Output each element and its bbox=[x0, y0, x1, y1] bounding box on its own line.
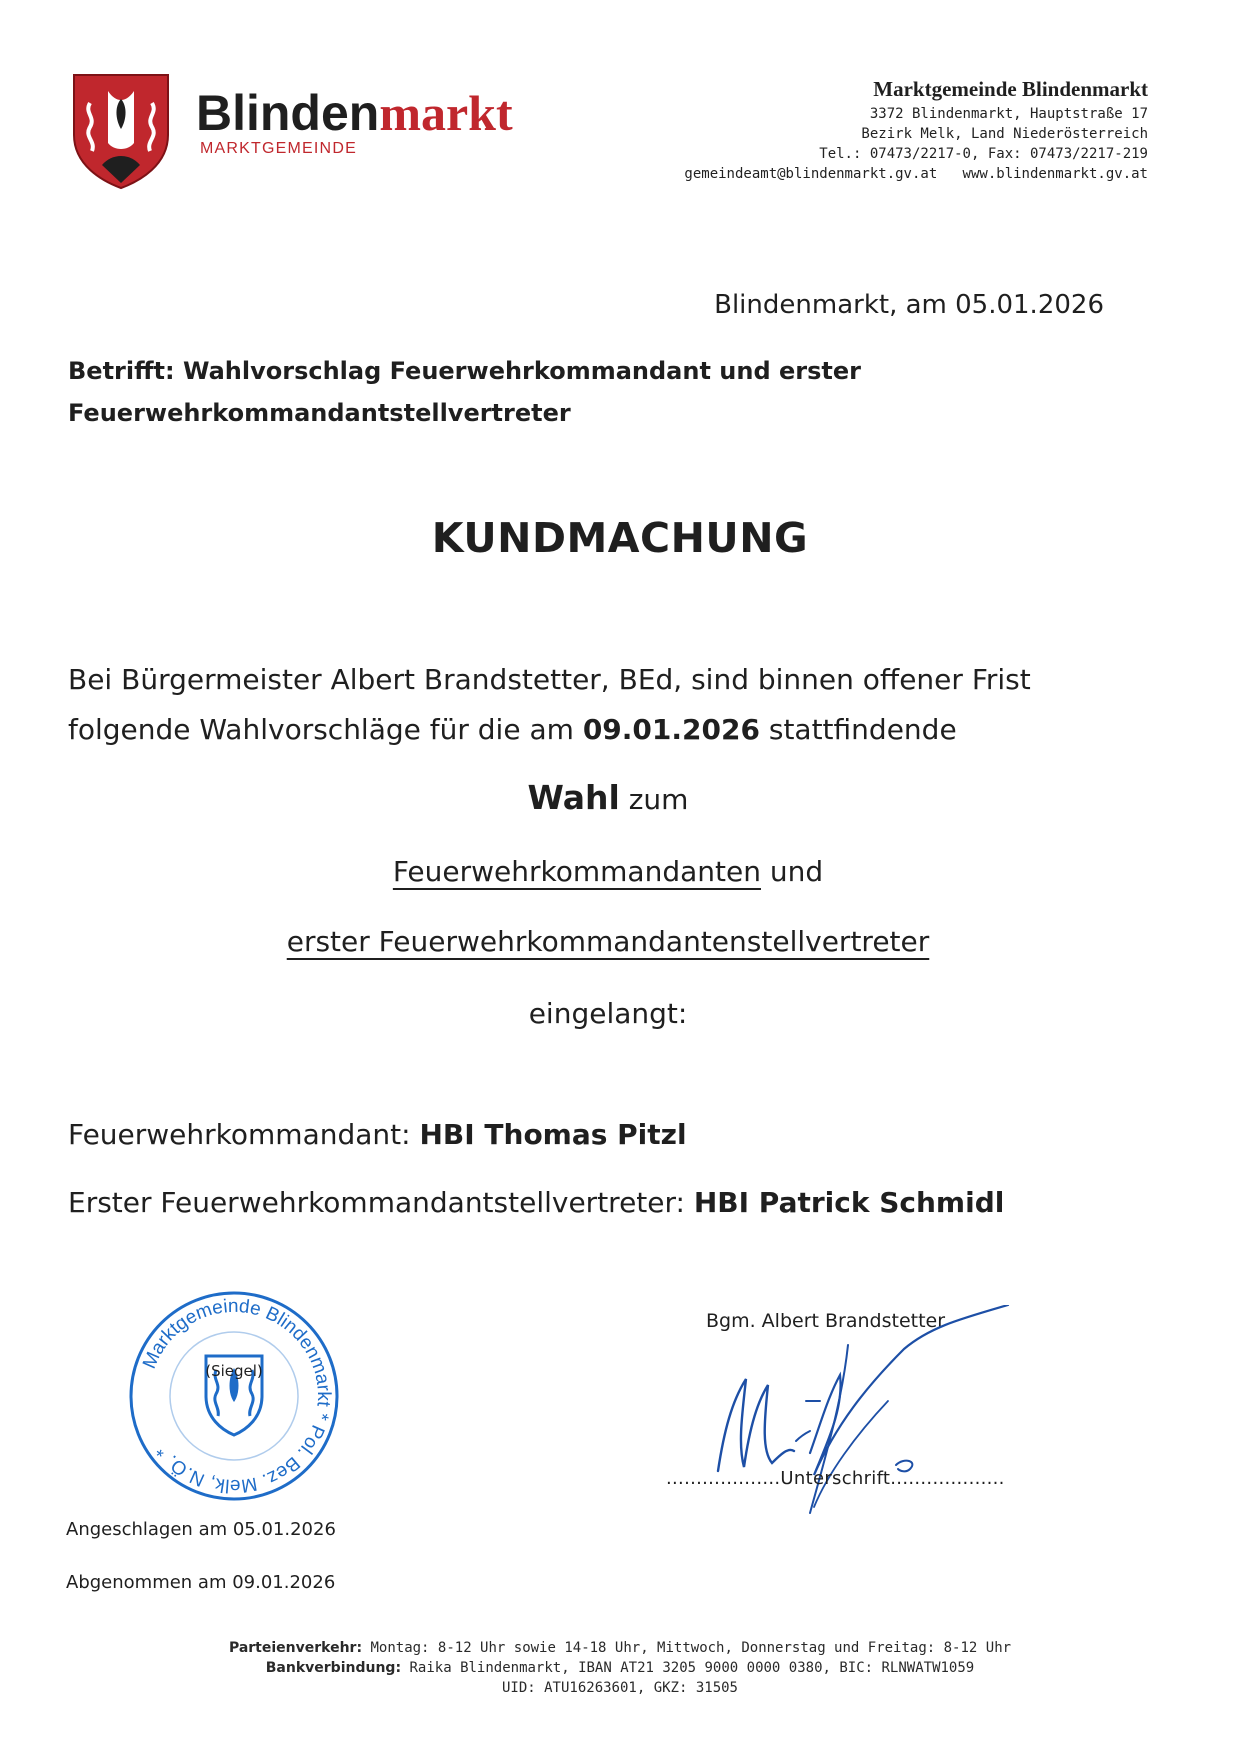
subject bbox=[68, 350, 1068, 434]
office-hours-text: Montag: 8-12 Uhr sowie 14-18 Uhr, Mittwoch, Donnerstag und Freitag: 8-12 Uhr bbox=[362, 1640, 1012, 1656]
removed-date: Abgenommen am 09.01.2026 bbox=[66, 1572, 336, 1593]
position-line-1 bbox=[0, 855, 1216, 888]
brand-main: Blinden bbox=[196, 85, 380, 141]
letter-date: Blindenmarkt, am 05.01.2026 bbox=[714, 290, 1104, 320]
brand-wordmark bbox=[196, 85, 513, 141]
candidate-commander bbox=[68, 1118, 687, 1151]
web-line: gemeindeamt@blindenmarkt.gv.at www.blindenmarkt.gv.at bbox=[684, 166, 1148, 182]
bank-text: Raika Blindenmarkt, IBAN AT21 3205 9000 0000 0380, BIC: RLNWATW1059 bbox=[401, 1660, 975, 1676]
subject-line: Feuerwehrkommandantstellvertreter bbox=[68, 399, 571, 427]
letterhead-address bbox=[684, 76, 1148, 184]
body-paragraph bbox=[68, 655, 1168, 755]
candidate-deputy bbox=[68, 1186, 1004, 1219]
wahl-line bbox=[0, 778, 1216, 817]
tax-ids: UID: ATU16263601, GKZ: 31505 bbox=[501, 1680, 738, 1696]
posted-date: Angeschlagen am 05.01.2026 bbox=[66, 1519, 336, 1540]
subject-line: Betrifft: Wahlvorschlag Feuerwehrkommandant und erster bbox=[68, 357, 861, 385]
candidate-role: Feuerwehrkommandant: bbox=[68, 1118, 420, 1151]
position-deputy: erster Feuerwehrkommandantenstellvertreter bbox=[286, 925, 930, 958]
official-seal-stamp bbox=[128, 1290, 340, 1502]
bank-label: Bankverbindung: bbox=[265, 1660, 402, 1676]
body-text: stattfindende bbox=[759, 713, 957, 746]
signer-name: Bgm. Albert Brandstetter bbox=[706, 1310, 946, 1332]
page-footer bbox=[0, 1638, 1240, 1698]
candidate-role: Erster Feuerwehrkommandantstellvertreter: bbox=[68, 1186, 694, 1219]
position-connector: und bbox=[760, 855, 824, 888]
body-line bbox=[68, 705, 1168, 755]
bank-details bbox=[0, 1658, 1240, 1678]
office-hours-label: Parteienverkehr: bbox=[228, 1640, 363, 1656]
page-title: KUNDMACHUNG bbox=[431, 514, 809, 562]
candidate-name: HBI Thomas Pitzl bbox=[419, 1118, 687, 1151]
office-hours bbox=[0, 1638, 1240, 1658]
signature-scribble bbox=[660, 1305, 1020, 1535]
brand-subtitle: MARKTGEMEINDE bbox=[200, 140, 357, 157]
position-commander: Feuerwehrkommandanten bbox=[392, 855, 761, 888]
wahl-heading: Wahl bbox=[527, 778, 620, 817]
region-line: Bezirk Melk, Land Niederösterreich bbox=[861, 126, 1148, 142]
position-line-2 bbox=[0, 925, 1216, 958]
address-line: 3372 Blindenmarkt, Hauptstraße 17 bbox=[869, 106, 1148, 122]
received-text: eingelangt: bbox=[528, 997, 688, 1030]
signature-line: ...................Unterschrift................... bbox=[666, 1468, 1005, 1489]
candidate-name: HBI Patrick Schmidl bbox=[693, 1186, 1005, 1219]
org-name: Marktgemeinde Blindenmarkt bbox=[873, 77, 1148, 101]
wahl-suffix: zum bbox=[619, 783, 689, 816]
brand-accent: markt bbox=[379, 85, 513, 141]
election-date: 09.01.2026 bbox=[582, 713, 760, 746]
phone-line: Tel.: 07473/2217-0, Fax: 07473/2217-219 bbox=[819, 146, 1148, 162]
body-text: folgende Wahlvorschläge für die am bbox=[68, 713, 583, 746]
seal-ring-text: Marktgemeinde Blindenmarkt * Pol. Bez. Melk, N.Ö. * bbox=[139, 1295, 335, 1497]
body-line: Bei Bürgermeister Albert Brandstetter, BEd, sind binnen offener Frist bbox=[68, 663, 1031, 696]
municipal-crest-icon bbox=[70, 73, 172, 190]
seal-label: (Siegel) bbox=[205, 1362, 263, 1380]
